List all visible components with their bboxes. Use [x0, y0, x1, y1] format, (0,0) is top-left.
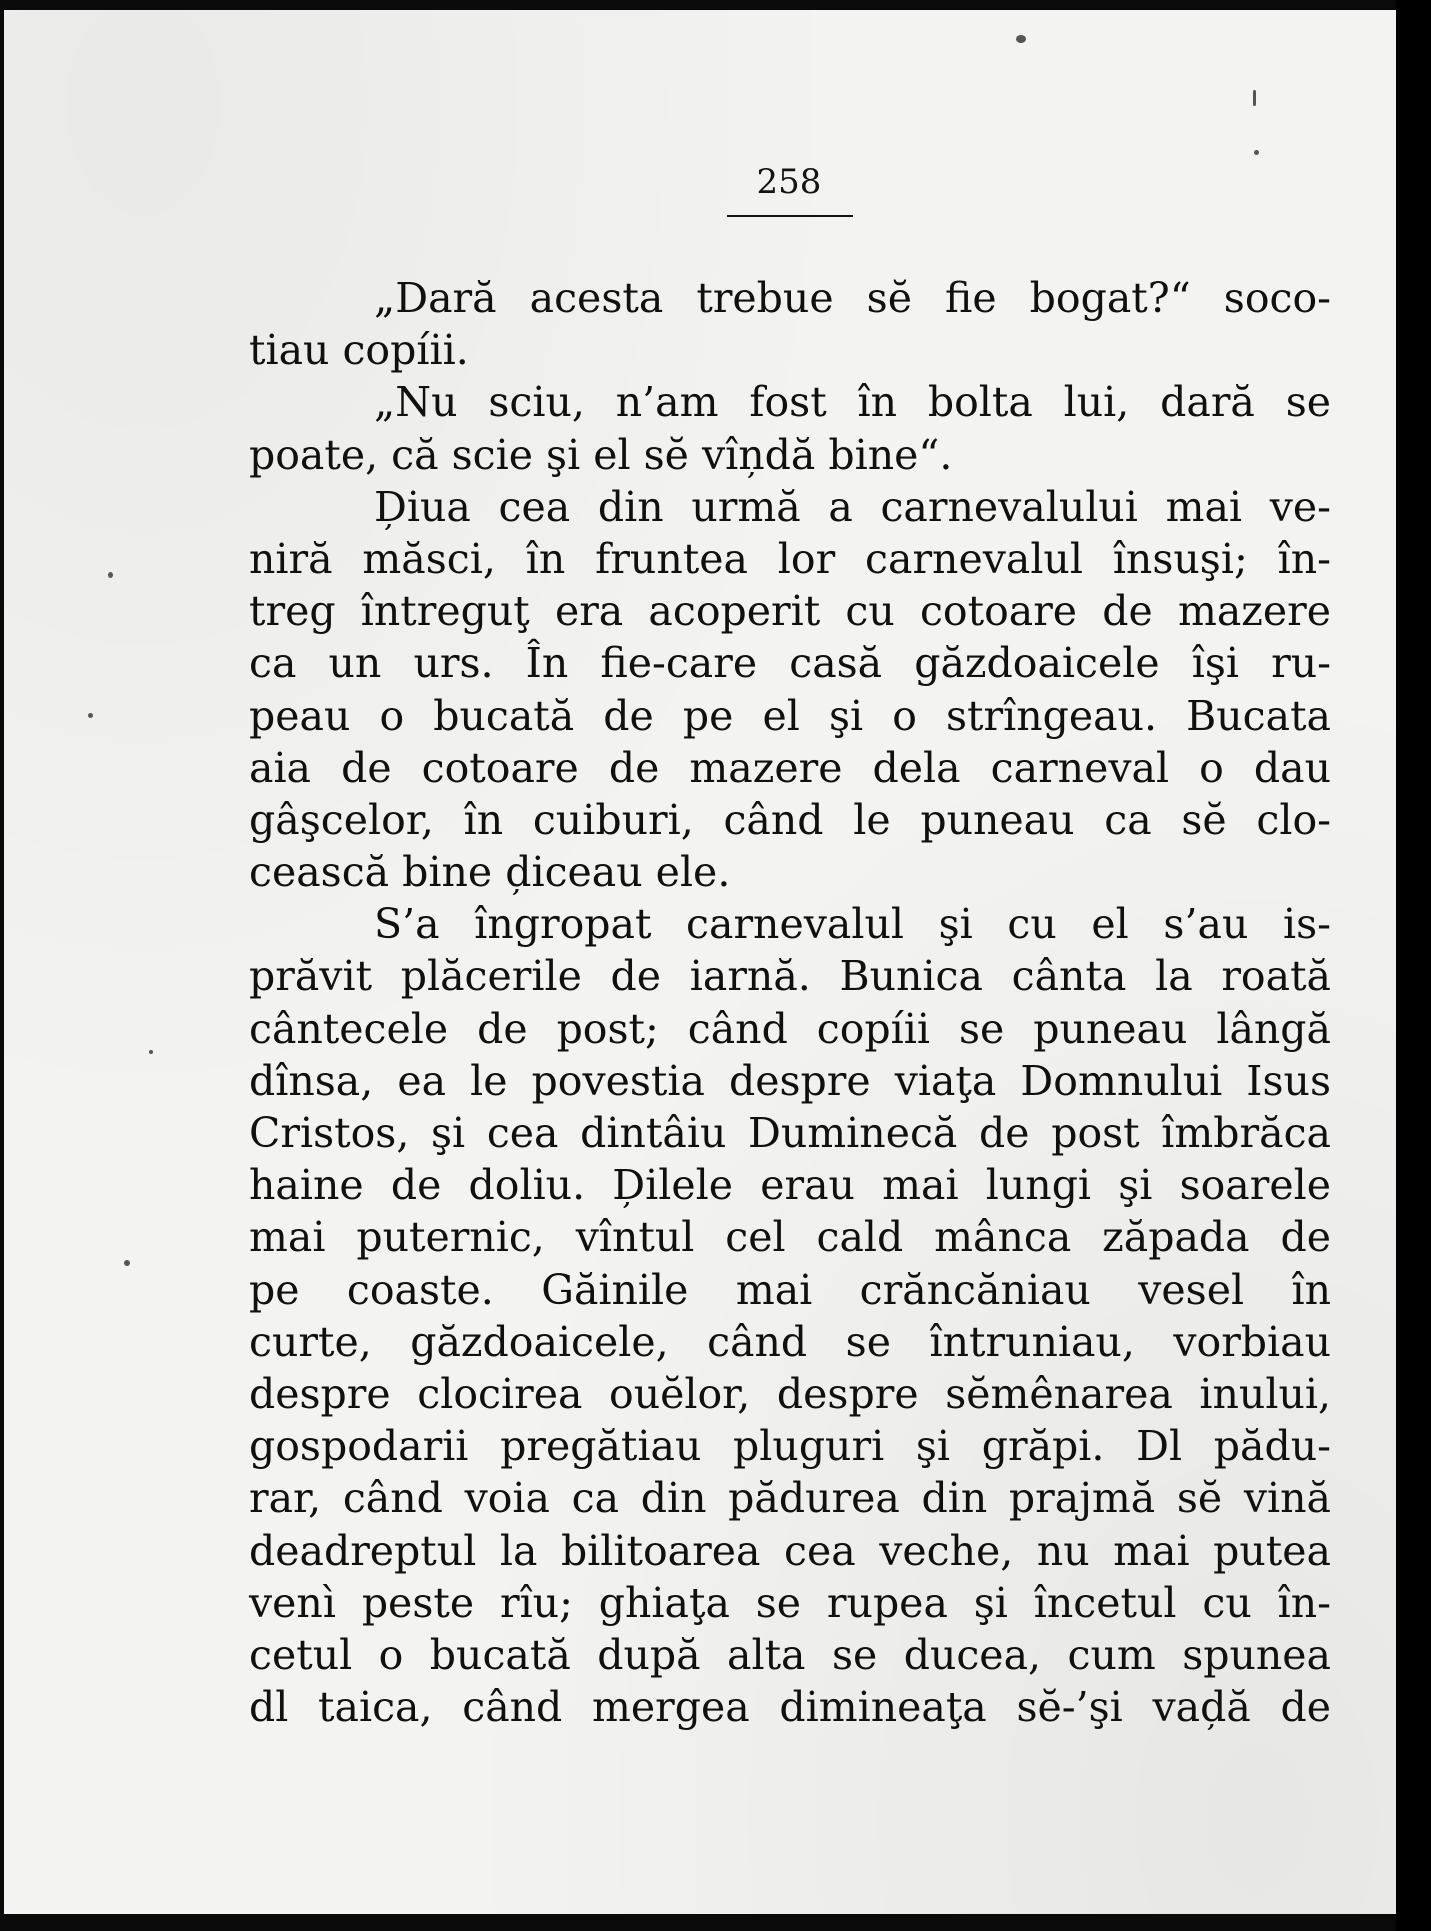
text-line: tiau copíii.	[249, 326, 469, 375]
text-line: ca un urs. În fie-care casă găzdoaicele îşi ru-	[249, 639, 1331, 688]
paper-speck	[108, 572, 113, 578]
text-line: venì peste rîu; ghiaţa se rupea şi încetul cu în-	[249, 1578, 1331, 1627]
text-line: cească bine d̦iceau ele.	[249, 848, 731, 897]
text-line: mai puternic, vîntul cel cald mânca zăpada de	[249, 1213, 1331, 1262]
text-line: haine de doliu. D̦ilele erau mai lungi şi soarele	[249, 1161, 1331, 1210]
paper-speck	[88, 713, 93, 718]
text-line: prăvit plăcerile de iarnă. Bunica cânta la roată	[249, 952, 1331, 1001]
text-line: gospodarii pregătiau pluguri şi grăpi. Dl pădu-	[249, 1422, 1331, 1471]
text-line: poate, că scie şi el sĕ vîn̦dă bine“.	[249, 430, 953, 479]
text-line: D̦iua cea din urmă a carnevalului mai ve-	[374, 482, 1331, 531]
text-line: „Dară acesta trebue sĕ fie bogat?“ soco-	[374, 274, 1331, 322]
text-line: „Nu sciu, n’am fost în bolta lui, dară se	[374, 378, 1331, 427]
text-line: dl taica, când mergea dimineaţa sĕ-’şi vad̦ă de	[249, 1683, 1331, 1732]
text-line: rar, când voia ca din pădurea din prajmă sĕ vină	[249, 1474, 1331, 1523]
text-line: niră măsci, în fruntea lor carnevalul însuşi; în-	[249, 534, 1331, 583]
paper-speck	[1253, 90, 1256, 106]
paper-speck	[1254, 150, 1259, 155]
text-line: despre clocirea ouĕlor, despre sĕmênarea inului,	[249, 1369, 1331, 1418]
body-text	[249, 272, 1331, 1733]
text-line: cetul o bucată după alta se ducea, cum spunea	[249, 1630, 1331, 1679]
paper-speck	[1016, 35, 1026, 43]
page-number: 258	[756, 162, 822, 202]
text-line: dînsa, ea le povestia despre viaţa Domnului Isus	[249, 1056, 1331, 1105]
paper-speck	[149, 1050, 153, 1054]
page-number-rule	[727, 215, 853, 217]
text-line: peau o bucată de pe el şi o strîngeau. Bucata	[249, 691, 1331, 740]
book-page	[4, 10, 1396, 1914]
text-line: pe coaste. Găinile mai crăncăniau vesel în	[249, 1265, 1331, 1314]
text-line: treg întreguţ era acoperit cu cotoare de mazere	[249, 587, 1331, 636]
text-line: deadreptul la bilitoarea cea veche, nu mai putea	[249, 1526, 1331, 1575]
text-line: Cristos, şi cea dintâiu Duminecă de post îmbrăca	[249, 1109, 1331, 1157]
text-line: aia de cotoare de mazere dela carneval o dau	[249, 743, 1331, 792]
text-line: gâşcelor, în cuiburi, când le puneau ca sĕ clo-	[249, 795, 1331, 844]
text-line: cântecele de post; când copíii se puneau lângă	[249, 1004, 1331, 1053]
scan-edge	[1396, 0, 1431, 1931]
text-line: curte, găzdoaicele, când se întruniau, vorbiau	[249, 1317, 1331, 1366]
paper-speck	[124, 1260, 130, 1266]
text-line: S’a îngropat carnevalul şi cu el s’au is-	[374, 900, 1331, 949]
